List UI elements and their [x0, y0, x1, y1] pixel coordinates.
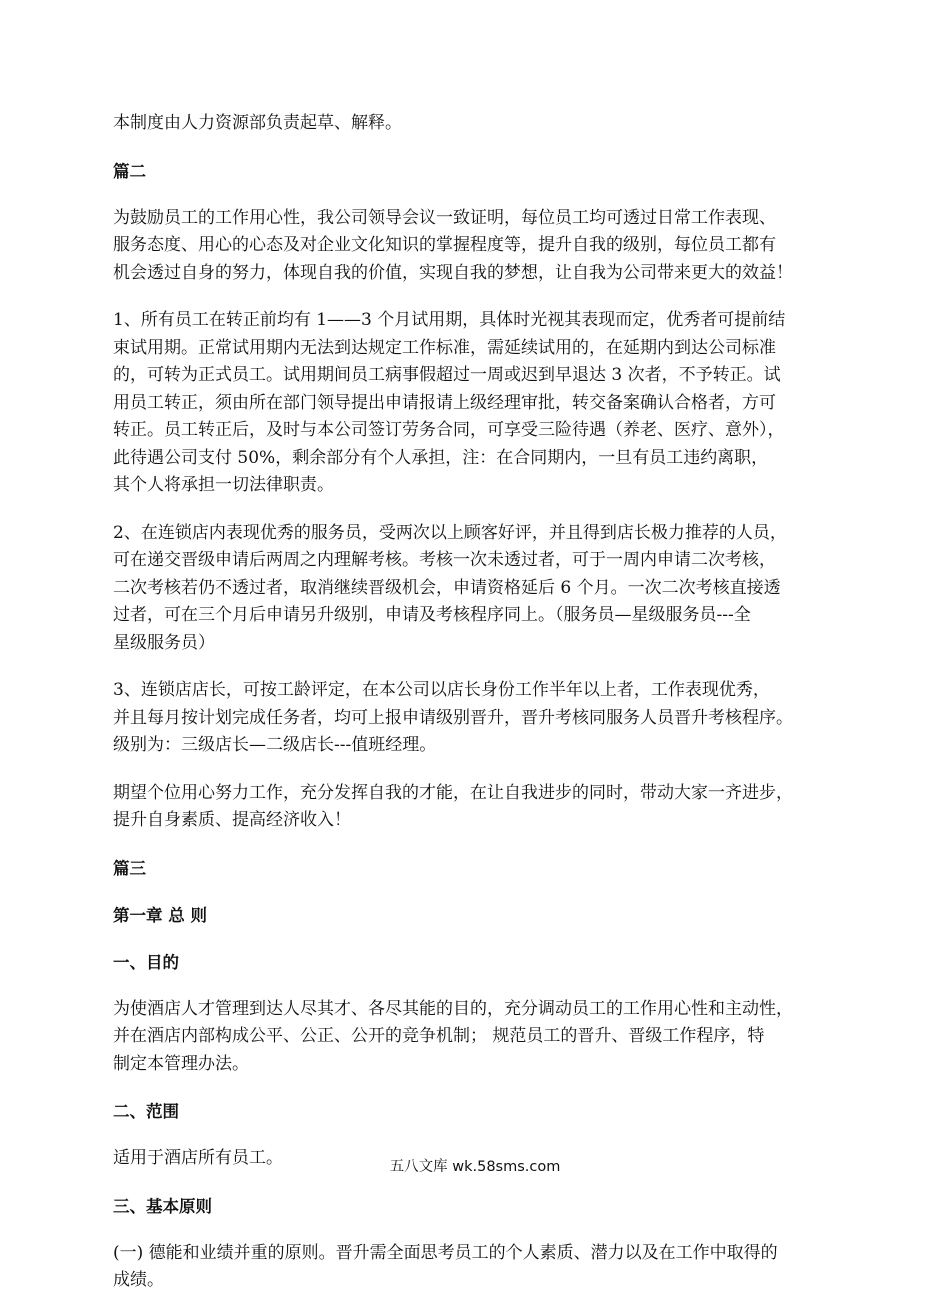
section2-item-1: [113, 307, 853, 500]
text-line: 本制度由人力资源部负责起草、解释。: [113, 113, 402, 133]
text-line: 成绩。: [113, 1270, 164, 1290]
text-line: 为使酒店人才管理到达人尽其才、各尽其能的目的，充分调动员工的工作用心性和主动性，: [113, 998, 793, 1019]
page-footer: 五八文库 wk.58sms.com: [389, 1159, 561, 1175]
purpose-paragraph: [113, 996, 853, 1079]
text-line: 2、在连锁店内表现优秀的服务员，受两次以上顾客好评，并且得到店长极力推荐的人员，: [113, 522, 787, 543]
text-line: (一) 德能和业绩并重的原则。晋升需全面思考员工的个人素质、潜力以及在工作中取得的: [113, 1242, 778, 1263]
scope-heading: 二、范围: [113, 1102, 179, 1121]
section-heading-2: 篇二: [113, 161, 146, 181]
text-line: 并在酒店内部构成公平、公正、公开的竞争机制； 规范员工的晋升、晋级工作程序，特: [113, 1026, 765, 1046]
text-line: 1、所有员工在转正前均有 1——3 个月试用期，具体时光视其表现而定，优秀者可提前结: [113, 310, 786, 330]
text-line: 提升自身素质、提高经济收入！: [113, 810, 351, 830]
text-line: 级别为：三级店长—二级店长---值班经理。: [113, 735, 437, 755]
text-line: 的，可转为正式员工。试用期间员工病事假超过一周或迟到早退达 3 次者，不予转正。试: [113, 365, 781, 385]
document-body: [113, 110, 853, 1315]
text-line: 星级服务员）: [113, 632, 215, 653]
section2-item-3: [113, 677, 853, 760]
text-line: 为鼓励员工的工作用心性，我公司领导会议一致证明，每位员工均可透过日常工作表现、: [113, 207, 776, 228]
text-line: 服务态度、用心的心态及对企业文化知识的掌握程度等，提升自我的级别，每位员工都有: [113, 235, 776, 255]
text-line: 可在递交晋级申请后两周之内理解考核。考核一次未透过者，可于一周内申请二次考核，: [113, 550, 776, 570]
text-line: 机会透过自身的努力，体现自我的价值，实现自我的梦想，让自我为公司带来更大的效益！: [113, 262, 793, 283]
text-line: 过者，可在三个月后申请另升级别，申请及考核程序同上。（服务员—星级服务员---全: [113, 605, 751, 625]
text-line: 并且每月按计划完成任务者，均可上报申请级别晋升，晋升考核同服务人员晋升考核程序。: [113, 707, 793, 728]
section2-closing: [113, 780, 853, 835]
text-line: 期望个位用心努力工作，充分发挥自我的才能，在让自我进步的同时，带动大家一齐进步，: [113, 782, 793, 803]
section2-item-2: [113, 520, 853, 658]
text-line: 二次考核若仍不透过者，取消继续晋级机会，申请资格延后 6 个月。一次二次考核直接透: [113, 577, 781, 598]
text-line: 适用于酒店所有员工。: [113, 1148, 283, 1168]
text-line: 此待遇公司支付 50%，剩余部分有个人承担，注：在合同期内，一旦有员工违约离职，: [113, 447, 769, 468]
text-line: 制定本管理办法。: [113, 1053, 249, 1074]
section-heading-3: 篇三: [113, 858, 146, 878]
purpose-heading: 一、目的: [113, 952, 179, 972]
text-line: 3、连锁店店长，可按工龄评定，在本公司以店长身份工作半年以上者，工作表现优秀，: [113, 680, 770, 700]
text-line: 束试用期。正常试用期内无法到达规定工作标准，需延续试用的，在延期内到达公司标准: [113, 337, 776, 358]
intro-paragraph: [113, 110, 853, 138]
principles-heading: 三、基本原则: [113, 1196, 212, 1216]
text-line: 用员工转正，须由所在部门领导提出申请报请上级经理审批，转交备案确认合格者，方可: [113, 392, 776, 413]
text-line: 转正。员工转正后，及时与本公司签订劳务合同，可享受三险待遇（养老、医疗、意外），: [113, 420, 785, 440]
principle-1-paragraph: [113, 1240, 853, 1295]
section2-paragraph-1: [113, 205, 853, 288]
chapter-heading: 第一章 总 则: [113, 905, 207, 925]
text-line: 其个人将承担一切法律职责。: [113, 475, 334, 495]
